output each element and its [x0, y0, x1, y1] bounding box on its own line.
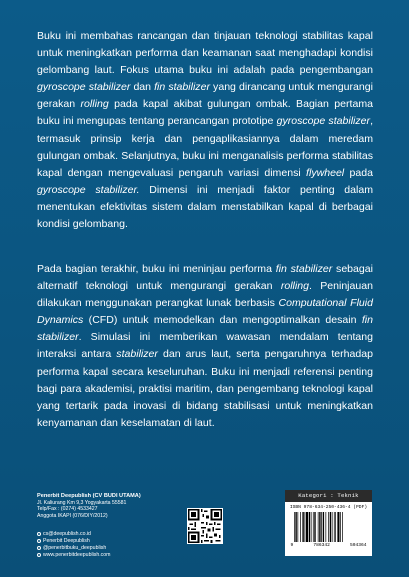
email-icon: [37, 532, 41, 536]
barcode-digits: [291, 543, 367, 548]
contact-facebook: [37, 538, 187, 545]
barcode-digit-lead: 9: [290, 543, 294, 548]
barcode: [293, 512, 365, 542]
publisher-info: [37, 493, 187, 519]
italic-term: flywheel: [306, 166, 345, 179]
globe-icon: [37, 553, 41, 557]
publisher-ikapi: Anggota IKAPI (076/DIY/2012): [37, 512, 108, 519]
contact-instagram-text: @penerbitbuku_deepublish: [43, 544, 107, 551]
instagram-icon: [37, 546, 41, 550]
italic-term: gyroscope stabilizer.: [37, 183, 140, 196]
text-run: dan: [130, 81, 155, 94]
publisher-telp: Telp/Fax : (0274) 4533427: [37, 506, 98, 513]
contact-email: [37, 531, 187, 538]
italic-term: fin stabilizer: [154, 81, 210, 94]
contact-facebook-text: Penerbit Deepublish: [43, 537, 90, 544]
italic-term: gyroscope stabilizer: [276, 115, 371, 128]
text-run: . Peninjauan dilakukan menggunakan perangkat lunak berbasis: [37, 280, 373, 310]
text-run: Buku ini membahas rancangan dan tinjauan teknologi stabilitas kapal untuk meningkatkan performa dan keamanan saat menghadapi kondisi gelombang laut. Fokus utama buku ini adalah pada pengembangan: [37, 30, 373, 77]
italic-term: fin stabilizer: [275, 263, 333, 275]
italic-term: fin stabilizer: [37, 314, 373, 344]
text-run: pada: [344, 166, 373, 179]
isbn-number: ISBN 978-634-250-436-4 (PDF): [289, 505, 368, 510]
text-run: pada kapal akibat gulungan ombak. Bagian pertama buku ini mengupas tentang perancangan prototipe: [37, 98, 373, 128]
publisher-name: Penerbit Deepublish (CV BUDI UTAMA): [37, 493, 141, 499]
contact-website: [37, 552, 187, 559]
italic-term: gyroscope stabilizer: [37, 81, 131, 94]
qr-code: [187, 508, 223, 544]
category-label: Kategori : Teknik: [285, 490, 372, 502]
text-run: , termasuk prinsip kerja dan pengaplikasiannya dalam meredam gulungan ombak. Selanjutnya, buku ini menganalisis performa stabilitas kapal dengan mengevaluasi pengaruh variasi dimensi: [37, 115, 373, 179]
contact-email-text: cs@deepublish.co.id: [43, 531, 91, 537]
contact-website-text: www.penerbitdeepublish.com: [43, 551, 111, 558]
italic-term: rolling: [80, 98, 109, 111]
publisher-address: Jl. Kaliurang Km 9,3 Yogyakarta 55581: [37, 499, 127, 506]
contact-instagram: [37, 545, 187, 552]
text-run: dan arus laut, serta pengaruhnya terhadap performa kapal secara keseluruhan. Buku ini menjadi referensi penting bagi para akademisi, praktisi maritim, dan pengembang teknologi kapal yang tertarik pada inovasi di bidang stabilisasi untuk meningkatkan kenyamanan dan keselamatan di laut.: [37, 348, 373, 429]
barcode-digit-group-2: 504364: [349, 543, 367, 548]
text-run: . Simulasi ini memberikan wawasan mendalam tentang interaksi antara: [37, 331, 373, 361]
text-run: Dimensi ini menjadi faktor penting dalam menentukan efektivitas sistem dalam menstabilkan kapal di berbagai kondisi gelombang.: [37, 183, 373, 231]
description-paragraph-1: [37, 28, 373, 233]
description-paragraph-2: [37, 261, 373, 432]
italic-term: Computational Fluid Dynamics: [37, 297, 373, 327]
facebook-icon: [37, 539, 41, 543]
italic-term: stabilizer: [116, 348, 158, 361]
text-run: sebagai alternatif teknologi untuk mengurangi gerakan: [37, 263, 373, 293]
text-run: (CFD) untuk memodelkan dan mengoptimalkan desain: [83, 314, 362, 327]
text-run: yang dirancang untuk mengurangi gerakan: [37, 81, 373, 111]
barcode-digit-group-1: 786342: [313, 543, 330, 548]
italic-term: rolling: [280, 280, 309, 293]
text-run: Pada bagian terakhir, buku ini meninjau performa: [37, 263, 276, 275]
isbn-box: [285, 490, 372, 556]
publisher-contacts: [37, 531, 187, 559]
